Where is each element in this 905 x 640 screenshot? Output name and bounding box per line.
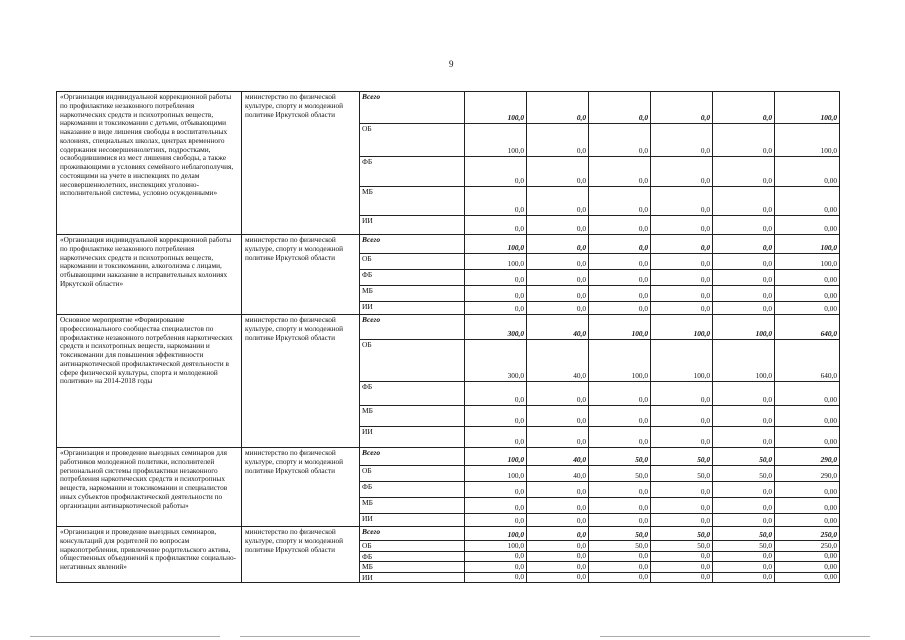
total-value-cell: 0,00 — [775, 406, 840, 427]
value-cell: 0,0 — [589, 514, 651, 527]
value-cell: 0,0 — [465, 187, 527, 216]
funding-source-label: ИИ — [360, 427, 465, 448]
value-cell: 0,0 — [465, 302, 527, 315]
funding-source-label: ФБ — [360, 157, 465, 187]
value-cell: 0,0 — [713, 498, 775, 514]
activity-description: Основное мероприятие «Формирование профессионального сообщества специалистов по профилактике незаконного потребления наркотических средств и психотропных веществ, наркомании и токсикомании для повышения эффективности антинаркотической профилактической деятельности в сфере физической культуры, спорта и молодежной политики» на 2014-2018 годы — [57, 315, 242, 448]
value-cell: 0,0 — [527, 157, 589, 187]
value-cell: 0,0 — [651, 482, 713, 498]
funding-source-label: ИИ — [360, 514, 465, 527]
value-cell: 0,0 — [527, 235, 589, 254]
total-value-cell: 0,00 — [775, 427, 840, 448]
total-value-cell: 100,0 — [775, 124, 840, 157]
value-cell: 0,0 — [465, 573, 527, 583]
activity-description: «Организация индивидуальной коррекционной работы по профилактике незаконного потребления наркотических средств и психотропных веществ, наркомании и токсикомании с детьми, отбывающими наказание в виде лишения свободы в воспитательных колониях, специальных школах, центрах временного содержания несовершеннолетних, подростками, освободившимися из мест лишения свободы, а также проживающими в условиях семейного неблагополучия, состоящими на учете в инспекциях по делам несовершеннолетних, инспекциях уголовно-исполнительной системы, условно осужденными» — [57, 92, 242, 235]
value-cell: 0,0 — [651, 124, 713, 157]
funding-source-label: ФБ — [360, 382, 465, 406]
total-value-cell: 100,0 — [775, 254, 840, 270]
funding-source-label: ОБ — [360, 466, 465, 482]
value-cell: 0,0 — [651, 235, 713, 254]
funding-source-label: МБ — [360, 562, 465, 573]
value-cell: 0,0 — [527, 514, 589, 527]
funding-source-label: МБ — [360, 498, 465, 514]
funding-source-label: Всего — [360, 527, 465, 541]
value-cell: 0,0 — [589, 254, 651, 270]
value-cell: 0,0 — [713, 552, 775, 562]
funding-source-label: Всего — [360, 235, 465, 254]
value-cell: 0,0 — [465, 552, 527, 562]
value-cell: 0,0 — [713, 254, 775, 270]
value-cell: 50,0 — [713, 466, 775, 482]
value-cell: 0,0 — [527, 382, 589, 406]
value-cell: 0,0 — [589, 286, 651, 302]
value-cell: 0,0 — [465, 482, 527, 498]
value-cell: 0,0 — [527, 527, 589, 541]
value-cell: 0,0 — [651, 406, 713, 427]
total-value-cell: 0,00 — [775, 514, 840, 527]
value-cell: 0,0 — [651, 216, 713, 235]
table-row — [57, 235, 840, 254]
total-value-cell: 250,0 — [775, 541, 840, 552]
executor-cell: министерство по физической культуре, спорту и молодежной политике Иркутской области — [242, 315, 360, 448]
value-cell: 0,0 — [713, 270, 775, 286]
value-cell: 0,0 — [713, 286, 775, 302]
value-cell: 0,0 — [527, 573, 589, 583]
funding-source-label: МБ — [360, 187, 465, 216]
funding-source-label: ОБ — [360, 124, 465, 157]
value-cell: 0,0 — [651, 254, 713, 270]
total-value-cell: 0,00 — [775, 157, 840, 187]
value-cell: 50,0 — [651, 527, 713, 541]
value-cell: 0,0 — [527, 427, 589, 448]
funding-source-label: ФБ — [360, 482, 465, 498]
value-cell: 50,0 — [589, 466, 651, 482]
value-cell: 0,0 — [713, 573, 775, 583]
total-value-cell: 0,00 — [775, 382, 840, 406]
total-value-cell: 640,0 — [775, 315, 840, 340]
value-cell: 100,0 — [465, 124, 527, 157]
total-value-cell: 0,00 — [775, 216, 840, 235]
value-cell: 100,0 — [465, 92, 527, 124]
value-cell: 0,0 — [589, 216, 651, 235]
value-cell: 300,0 — [465, 340, 527, 382]
value-cell: 0,0 — [713, 124, 775, 157]
value-cell: 0,0 — [527, 482, 589, 498]
value-cell: 100,0 — [465, 541, 527, 552]
total-value-cell: 100,0 — [775, 235, 840, 254]
value-cell: 0,0 — [465, 270, 527, 286]
value-cell: 0,0 — [589, 427, 651, 448]
activity-description: «Организация индивидуальной коррекционной работы по профилактике незаконного потребления наркотических средств и психотропных веществ, наркомании и токсикомании, алкоголизма с лицами, отбывающими наказание в исправительных колониях Иркутской области» — [57, 235, 242, 315]
value-cell: 0,0 — [589, 562, 651, 573]
value-cell: 50,0 — [713, 541, 775, 552]
value-cell: 0,0 — [527, 552, 589, 562]
value-cell: 0,0 — [651, 573, 713, 583]
value-cell: 0,0 — [527, 92, 589, 124]
value-cell: 50,0 — [651, 541, 713, 552]
value-cell: 0,0 — [589, 498, 651, 514]
value-cell: 100,0 — [465, 235, 527, 254]
value-cell: 0,0 — [465, 427, 527, 448]
value-cell: 0,0 — [527, 562, 589, 573]
total-value-cell: 0,00 — [775, 573, 840, 583]
funding-source-label: ФБ — [360, 552, 465, 562]
executor-cell: министерство по физической культуре, спорту и молодежной политике Иркутской области — [242, 527, 360, 583]
total-value-cell: 0,00 — [775, 302, 840, 315]
value-cell: 0,0 — [589, 235, 651, 254]
value-cell: 0,0 — [527, 286, 589, 302]
value-cell: 50,0 — [651, 448, 713, 466]
scan-artifact — [600, 636, 870, 637]
value-cell: 100,0 — [713, 340, 775, 382]
value-cell: 0,0 — [651, 302, 713, 315]
funding-source-label: ИИ — [360, 573, 465, 583]
table-row — [57, 527, 840, 541]
funding-source-label: ИИ — [360, 302, 465, 315]
value-cell: 0,0 — [713, 406, 775, 427]
total-value-cell: 0,00 — [775, 286, 840, 302]
value-cell: 0,0 — [589, 482, 651, 498]
value-cell: 0,0 — [713, 157, 775, 187]
total-value-cell: 0,00 — [775, 498, 840, 514]
scan-artifact — [30, 636, 220, 637]
value-cell: 0,0 — [589, 302, 651, 315]
value-cell: 0,0 — [713, 514, 775, 527]
total-value-cell: 290,0 — [775, 466, 840, 482]
value-cell: 0,0 — [713, 482, 775, 498]
activity-description: «Организация и проведение выездных семинаров для работников молодежной политики, исполнителей региональной системы профилактики незаконного потребления наркотических средств и психотропных веществ, наркомании и токсикомании и специалистов иных субъектов профилактической деятельности по организации антинаркотической работы» — [57, 448, 242, 527]
executor-cell: министерство по физической культуре, спорту и молодежной политике Иркутской области — [242, 92, 360, 235]
total-value-cell: 0,00 — [775, 552, 840, 562]
total-value-cell: 250,0 — [775, 527, 840, 541]
funding-source-label: ОБ — [360, 541, 465, 552]
value-cell: 100,0 — [651, 340, 713, 382]
value-cell: 50,0 — [713, 448, 775, 466]
funding-source-label: ФБ — [360, 270, 465, 286]
value-cell: 0,0 — [589, 406, 651, 427]
value-cell: 0,0 — [651, 427, 713, 448]
value-cell: 0,0 — [589, 552, 651, 562]
value-cell: 40,0 — [527, 466, 589, 482]
value-cell: 0,0 — [465, 286, 527, 302]
value-cell: 0,0 — [465, 216, 527, 235]
value-cell: 0,0 — [527, 406, 589, 427]
funding-source-label: ОБ — [360, 254, 465, 270]
value-cell: 100,0 — [465, 527, 527, 541]
value-cell: 50,0 — [589, 541, 651, 552]
value-cell: 0,0 — [651, 552, 713, 562]
value-cell: 0,0 — [589, 187, 651, 216]
table-row — [57, 315, 840, 340]
value-cell: 0,0 — [589, 157, 651, 187]
value-cell: 0,0 — [651, 270, 713, 286]
table-row — [57, 92, 840, 124]
total-value-cell: 0,00 — [775, 482, 840, 498]
value-cell: 100,0 — [465, 254, 527, 270]
scan-artifact — [240, 636, 360, 637]
value-cell: 0,0 — [465, 157, 527, 187]
table-row — [57, 448, 840, 466]
value-cell: 40,0 — [527, 448, 589, 466]
value-cell: 50,0 — [589, 527, 651, 541]
value-cell: 0,0 — [651, 514, 713, 527]
value-cell: 0,0 — [589, 92, 651, 124]
value-cell: 0,0 — [713, 235, 775, 254]
value-cell: 40,0 — [527, 315, 589, 340]
total-value-cell: 100,0 — [775, 92, 840, 124]
value-cell: 0,0 — [651, 157, 713, 187]
value-cell: 50,0 — [589, 448, 651, 466]
value-cell: 50,0 — [651, 466, 713, 482]
value-cell: 0,0 — [527, 254, 589, 270]
funding-source-label: МБ — [360, 406, 465, 427]
value-cell: 0,0 — [713, 92, 775, 124]
value-cell: 0,0 — [527, 216, 589, 235]
total-value-cell: 0,00 — [775, 187, 840, 216]
budget-table — [56, 91, 840, 583]
value-cell: 300,0 — [465, 315, 527, 340]
value-cell: 0,0 — [527, 270, 589, 286]
value-cell: 40,0 — [527, 340, 589, 382]
value-cell: 0,0 — [527, 124, 589, 157]
value-cell: 0,0 — [713, 302, 775, 315]
activity-description: «Организация и проведение выездных семинаров, консультаций для родителей по вопросам наркопотребления, привлечение родительского актива, общественных объединений к профилактике социально-негативных явлений» — [57, 527, 242, 583]
value-cell: 0,0 — [589, 382, 651, 406]
value-cell: 0,0 — [465, 382, 527, 406]
value-cell: 0,0 — [713, 427, 775, 448]
value-cell: 0,0 — [713, 216, 775, 235]
value-cell: 0,0 — [713, 187, 775, 216]
value-cell: 0,0 — [465, 406, 527, 427]
executor-cell: министерство по физической культуре, спорту и молодежной политике Иркутской области — [242, 235, 360, 315]
total-value-cell: 0,00 — [775, 270, 840, 286]
value-cell: 0,0 — [713, 562, 775, 573]
funding-source-label: ИИ — [360, 216, 465, 235]
funding-source-label: Всего — [360, 315, 465, 340]
value-cell: 0,0 — [589, 270, 651, 286]
total-value-cell: 290,0 — [775, 448, 840, 466]
value-cell: 100,0 — [465, 448, 527, 466]
value-cell: 0,0 — [651, 562, 713, 573]
total-value-cell: 640,0 — [775, 340, 840, 382]
value-cell: 100,0 — [589, 340, 651, 382]
value-cell: 100,0 — [465, 466, 527, 482]
value-cell: 0,0 — [527, 187, 589, 216]
executor-cell: министерство по физической культуре, спорту и молодежной политике Иркутской области — [242, 448, 360, 527]
value-cell: 0,0 — [527, 498, 589, 514]
value-cell: 0,0 — [651, 286, 713, 302]
total-value-cell: 0,00 — [775, 562, 840, 573]
value-cell: 100,0 — [589, 315, 651, 340]
value-cell: 0,0 — [465, 514, 527, 527]
value-cell: 0,0 — [527, 541, 589, 552]
value-cell: 0,0 — [651, 382, 713, 406]
value-cell: 0,0 — [589, 124, 651, 157]
value-cell: 0,0 — [527, 302, 589, 315]
value-cell: 0,0 — [651, 92, 713, 124]
value-cell: 0,0 — [465, 562, 527, 573]
funding-source-label: ОБ — [360, 340, 465, 382]
value-cell: 100,0 — [713, 315, 775, 340]
value-cell: 0,0 — [713, 382, 775, 406]
value-cell: 0,0 — [589, 573, 651, 583]
value-cell: 100,0 — [651, 315, 713, 340]
value-cell: 50,0 — [713, 527, 775, 541]
funding-source-label: Всего — [360, 92, 465, 124]
funding-source-label: Всего — [360, 448, 465, 466]
value-cell: 0,0 — [465, 498, 527, 514]
value-cell: 0,0 — [651, 498, 713, 514]
value-cell: 0,0 — [651, 187, 713, 216]
page-number: 9 — [449, 59, 454, 69]
funding-source-label: МБ — [360, 286, 465, 302]
